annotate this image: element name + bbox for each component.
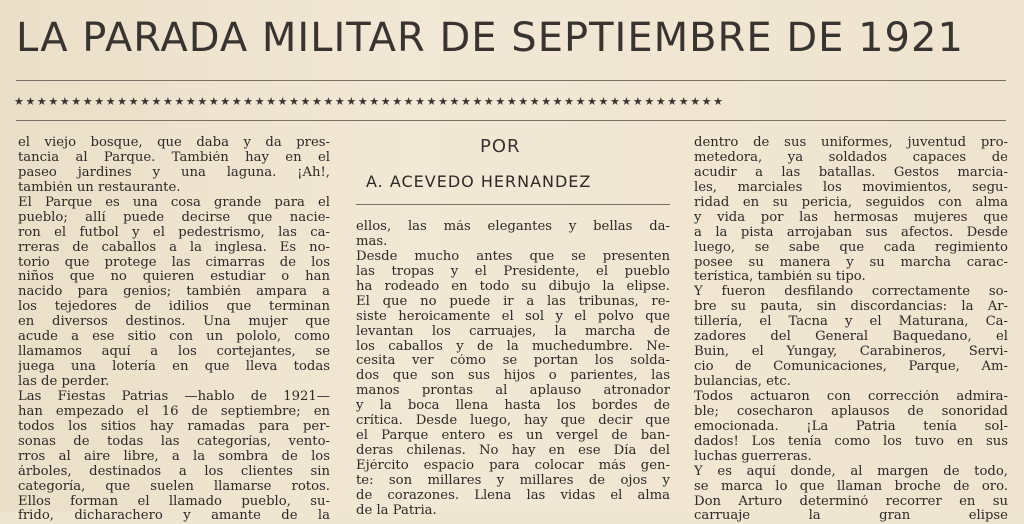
text-line: terística, también su tipo. <box>694 270 866 285</box>
text-line: Ejército espacio para colocar más gen- <box>356 459 670 473</box>
text-line: Buin, el Yungay, Carabineros, Servi- <box>694 345 1008 360</box>
text-line: juega una lotería en que lleva todas <box>18 360 330 375</box>
text-line: pueblo; allí puede decirse que nacie- <box>18 210 330 225</box>
text-line: emocionada. ¡La Patria tenía sol- <box>694 419 1008 434</box>
text-line: Desde mucho antes que se presenten <box>356 249 670 264</box>
text-line: de la Patria. <box>356 503 437 518</box>
text-line: de corazones. Llena las vidas el alma <box>356 488 670 503</box>
text-line: sonas de todas las categorías, vento- <box>18 434 330 449</box>
text-line: Ellos forman el llamado pueblo, su- <box>18 494 330 509</box>
text-line: El Parque es una cosa grande para el <box>18 195 330 210</box>
text-line: Y es aquí donde, al margen de todo, <box>694 464 1008 479</box>
text-line: Don Arturo determinó recorrer en su <box>694 494 1008 509</box>
text-line: cesita ver cómo se portan los solda- <box>356 354 670 369</box>
byline-rule <box>356 204 670 205</box>
text-line: árboles, destinados a los clientes sin <box>18 464 330 479</box>
byline-author: A. ACEVEDO HERNANDEZ <box>366 172 592 191</box>
text-line: llamamos aquí a los cortejantes, se <box>18 345 330 360</box>
text-line: rros al aire libre, a la sombra de los <box>18 449 330 464</box>
text-line: rreras de caballos a la inglesa. Es no- <box>18 240 330 255</box>
text-line: se marca lo que llaman broche de oro. <box>694 479 1008 494</box>
text-line: tillería, el Tacna y el Maturana, Ca- <box>694 315 1008 330</box>
text-line: y vida por las hermosas mujeres que <box>694 210 1008 225</box>
text-line: acudir a las batallas. Gestos marcia- <box>694 165 1008 180</box>
text-line: en diversos destinos. Una mujer que <box>18 315 330 330</box>
text-line: han empezado el 16 de septiembre; en <box>18 404 330 419</box>
text-line: bre su pauta, sin discordancias: la Ar- <box>694 300 1008 315</box>
article-column-left <box>18 136 330 524</box>
article-column-middle <box>356 220 670 519</box>
text-line: a la pista arrojaban sus afectos. Desde <box>694 225 1008 240</box>
text-line: niños que no quieren estudiar o han <box>18 270 330 285</box>
text-line: ble; cosecharon aplausos de sonoridad <box>694 404 1008 419</box>
text-line: les, marciales los movimientos, segu- <box>694 180 1008 195</box>
text-line: luego, se sabe que cada regimiento <box>694 240 1008 255</box>
text-line: El que no puede ir a las tribunas, re- <box>356 294 670 309</box>
headline-rule-bottom <box>16 120 1006 121</box>
text-line: ron el futbol y el pedestrismo, las ca- <box>18 225 330 240</box>
text-line: paseo jardines y una laguna. ¡Ah!, <box>18 165 330 180</box>
text-line: bulancias, etc. <box>694 375 791 389</box>
text-line: torio que protege las cimarras de los <box>18 255 330 270</box>
text-line: tancia al Parque. También hay en el <box>18 150 330 165</box>
text-line: las de perder. <box>18 375 110 389</box>
text-line: dentro de sus uniformes, juventud pro- <box>694 136 1008 150</box>
star-divider: ★★★★★★★★★★★★★★★★★★★★★★★★★★★★★★★★★★★★★★★★★★★★★★★★★★★★★★★★★★★★★★ <box>14 95 725 108</box>
text-line: metedora, ya soldados capaces de <box>694 150 1008 165</box>
text-line: acude a ese sitio con un pololo, como <box>18 330 330 345</box>
text-line: y la boca llena hasta los bordes de <box>356 399 670 414</box>
text-line: te: son millares y millares de ojos y <box>356 473 670 488</box>
text-line: carruaje la gran elipse <box>694 509 1008 524</box>
byline-por: POR <box>480 136 521 157</box>
text-line: dos que son sus hijos o parientes, las <box>356 369 670 384</box>
article-column-right <box>694 136 1008 524</box>
text-line: cio de Comunicaciones, Parque, Am- <box>694 360 1008 375</box>
text-line: Las Fiestas Patrias —hablo de 1921— <box>18 389 330 404</box>
text-line: dados! Los tenía como los tuvo en sus <box>694 434 1008 449</box>
text-line: nacido para genios; también ampara a <box>18 285 330 300</box>
text-line: ridad en su pericia, seguidos con alma <box>694 195 1008 210</box>
text-line: luchas guerreras. <box>694 449 812 464</box>
text-line: siste heroicamente el sol y el polvo que <box>356 309 670 324</box>
text-line: Y fueron desfilando correctamente so- <box>694 285 1008 300</box>
text-line: las tropas y el Presidente, el pueblo <box>356 264 670 279</box>
headline-rule-top <box>16 80 1006 81</box>
text-line: deras chilenas. No hay en ese Día del <box>356 444 670 459</box>
text-line: Todos actuaron con corrección admira- <box>694 389 1008 404</box>
text-line: categoría, que suelen llamarse rotos. <box>18 479 330 494</box>
text-line: manos prontas al aplauso atronador <box>356 384 670 399</box>
text-line: mas. <box>356 234 388 249</box>
text-line: los tejedores de idilios que terminan <box>18 300 330 315</box>
text-line: frido, dicharachero y amante de la <box>18 509 330 524</box>
article-headline: LA PARADA MILITAR DE SEPTIEMBRE DE 1921 <box>16 15 964 61</box>
text-line: ha rodeado en todo su dibujo la elipse. <box>356 279 670 294</box>
text-line: también un restaurante. <box>18 180 181 195</box>
text-line: ellos, las más elegantes y bellas da- <box>356 220 670 234</box>
text-line: el viejo bosque, que daba y da pres- <box>18 136 330 150</box>
text-line: el Parque entero es un vergel de ban- <box>356 429 670 444</box>
text-line: zadores del General Baquedano, el <box>694 330 1008 345</box>
text-line: los caballos y de la muchedumbre. Ne- <box>356 339 670 354</box>
text-line: crítica. Desde luego, hay que decir que <box>356 414 670 429</box>
text-line: todos los sitios hay ramadas para per- <box>18 419 330 434</box>
text-line: posee su manera y su marcha carac- <box>694 255 1008 270</box>
text-line: levantan los carruajes, la marcha de <box>356 324 670 339</box>
